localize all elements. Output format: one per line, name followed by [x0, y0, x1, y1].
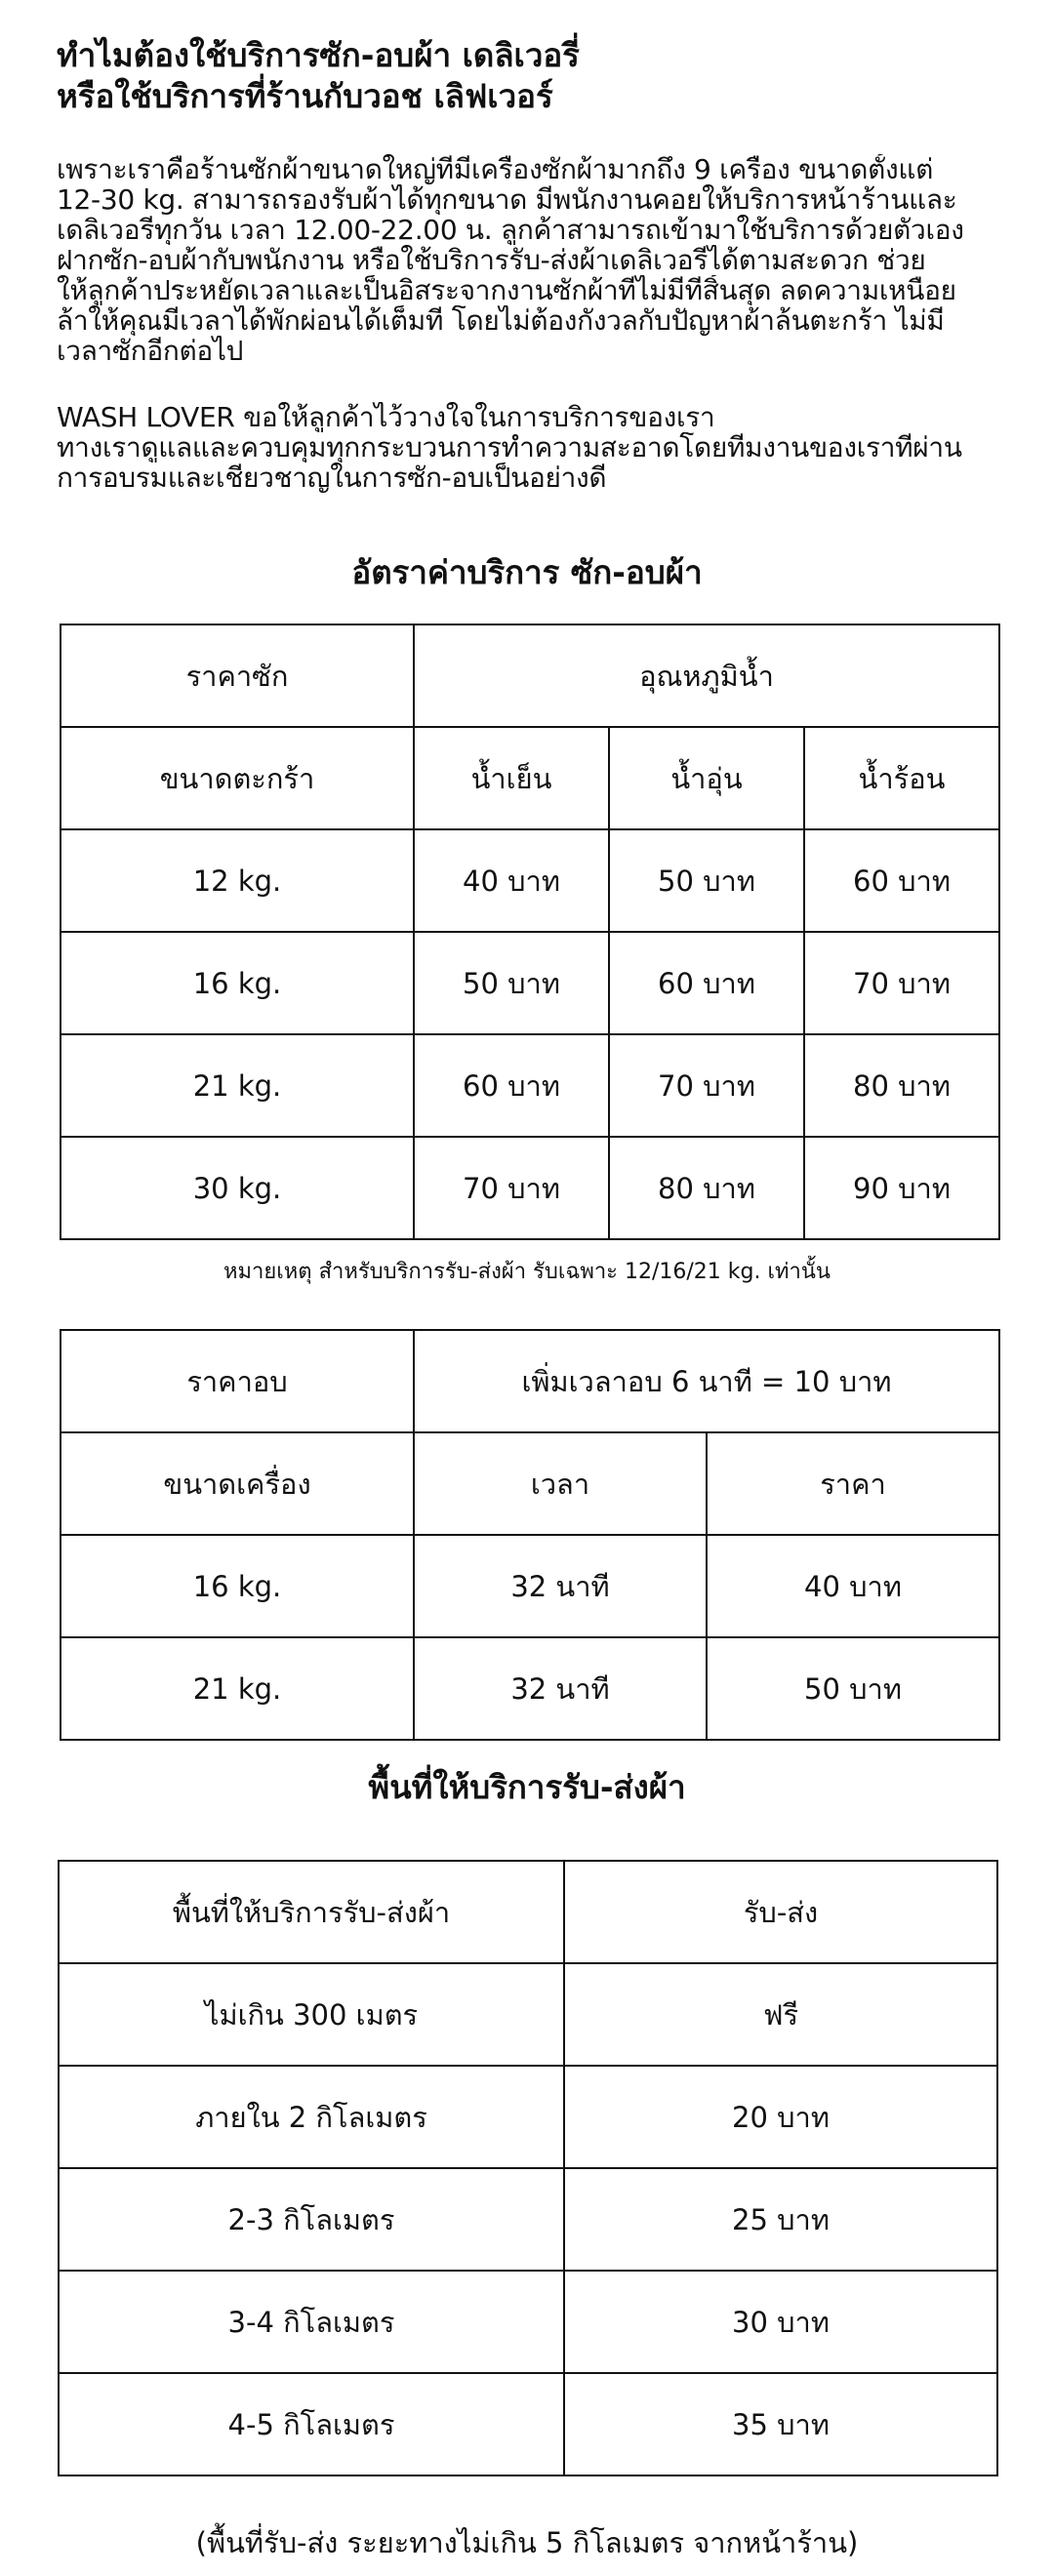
table-row	[61, 1137, 999, 1239]
intro-line: 12-30 kg. สามารถรองรับผ้าได้ทุกขนาด มีพนักงานคอยให้บริการหน้าร้านและ	[57, 184, 957, 215]
table-row	[61, 829, 999, 932]
machine-size-header: ขนาดเครื่อง	[61, 1432, 414, 1535]
time-header: เวลา	[414, 1432, 707, 1535]
heading-line-2: หรือใช้บริการที่ร้านกับวอช เลิฟเวอร์	[57, 77, 553, 115]
price-cell: 80 บาท	[804, 1034, 999, 1137]
table-row	[59, 2373, 997, 2475]
table-row	[61, 932, 999, 1034]
table-row	[61, 1637, 999, 1740]
price-cell: 70 บาท	[414, 1137, 609, 1239]
basket-size-header: ขนาดตะกร้า	[61, 727, 414, 829]
price-cell: 80 บาท	[609, 1137, 804, 1239]
rates-title: อัตราค่าบริการ ซัก-อบผ้า	[351, 553, 703, 591]
trust-paragraph	[57, 402, 1013, 493]
warm-water-header: น้ำอุ่น	[609, 727, 804, 829]
table-row	[61, 1034, 999, 1137]
price-cell: 50 บาท	[414, 932, 609, 1034]
time-cell: 32 นาที	[414, 1535, 707, 1637]
page-heading	[57, 35, 1013, 117]
size-cell: 30 kg.	[61, 1137, 414, 1239]
intro-line: ฝากซัก-อบผ้ากับพนักงาน หรือใช้บริการรับ-ส่งผ้าเดลิเวอรี่ได้ตามสะดวก ช่วย	[57, 245, 926, 275]
dry-label-cell: ราคาอบ	[61, 1330, 414, 1432]
price-cell: 70 บาท	[609, 1034, 804, 1137]
wash-note: หมายเหตุ สำหรับบริการรับ-ส่งผ้า รับเฉพาะ 12/16/21 kg. เท่านั้น	[223, 1260, 831, 1284]
size-cell: 21 kg.	[61, 1034, 414, 1137]
trust-line: WASH LOVER ขอให้ลูกค้าไว้วางใจในการบริการของเรา	[57, 402, 715, 432]
intro-line: ล้าให้คุณมีเวลาได้พักผ่อนได้เต็มที่ โดยไม่ต้องกังวลกับปัญหาผ้าล้นตะกร้า ไม่มี	[57, 305, 945, 336]
area-header: พื้นที่ให้บริการรับ-ส่งผ้า	[59, 1861, 564, 1963]
extra-time-cell: เพิ่มเวลาอบ 6 นาที = 10 บาท	[414, 1330, 999, 1432]
hot-water-header: น้ำร้อน	[804, 727, 999, 829]
dry-price-table	[60, 1329, 1000, 1741]
area-title: พื้นที่ให้บริการรับ-ส่งผ้า	[368, 1768, 686, 1806]
area-cell: 3-4 กิโลเมตร	[59, 2271, 564, 2373]
price-cell: 90 บาท	[804, 1137, 999, 1239]
time-cell: 32 นาที	[414, 1637, 707, 1740]
price-cell: 40 บาท	[707, 1535, 999, 1637]
price-cell: 50 บาท	[707, 1637, 999, 1740]
wash-label-cell: ราคาซัก	[61, 624, 414, 727]
price-cell: 60 บาท	[414, 1034, 609, 1137]
fee-cell: 35 บาท	[564, 2373, 997, 2475]
delivery-area-table	[58, 1860, 998, 2476]
table-row	[61, 1535, 999, 1637]
price-header: ราคา	[707, 1432, 999, 1535]
table-row	[61, 727, 999, 829]
fee-header: รับ-ส่ง	[564, 1861, 997, 1963]
table-row	[61, 1330, 999, 1432]
wash-price-table	[60, 624, 1000, 1240]
table-row	[59, 2066, 997, 2168]
fee-cell: 25 บาท	[564, 2168, 997, 2271]
intro-line: เวลาซักอีกต่อไป	[57, 336, 244, 366]
table-row	[59, 1861, 997, 1963]
size-cell: 12 kg.	[61, 829, 414, 932]
area-cell: 2-3 กิโลเมตร	[59, 2168, 564, 2271]
table-row	[61, 1432, 999, 1535]
size-cell: 16 kg.	[61, 932, 414, 1034]
price-cell: 70 บาท	[804, 932, 999, 1034]
area-cell: 4-5 กิโลเมตร	[59, 2373, 564, 2475]
trust-line: การอบรมและเชี่ยวชาญในการซัก-อบเป็นอย่างดี	[57, 463, 607, 493]
trust-line: ทางเราดูแลและควบคุมทุกกระบวนการทำความสะอาดโดยทีมงานของเราที่ผ่าน	[57, 432, 962, 463]
price-cell: 40 บาท	[414, 829, 609, 932]
fee-cell: ฟรี	[564, 1963, 997, 2066]
price-cell: 60 บาท	[609, 932, 804, 1034]
fee-cell: 20 บาท	[564, 2066, 997, 2168]
heading-line-1: ทำไมต้องใช้บริการซัก-อบผ้า เดลิเวอรี่	[57, 36, 580, 74]
water-temp-header: อุณหภูมิน้ำ	[414, 624, 999, 727]
table-row	[59, 1963, 997, 2066]
intro-paragraph	[57, 154, 1013, 366]
area-cell: ไม่เกิน 300 เมตร	[59, 1963, 564, 2066]
intro-line: ให้ลูกค้าประหยัดเวลาและเป็นอิสระจากงานซักผ้าที่ไม่มีที่สิ้นสุด ลดความเหนื่อย	[57, 275, 956, 305]
cold-water-header: น้ำเย็น	[414, 727, 609, 829]
intro-line: เดลิเวอรี่ทุกวัน เวลา 12.00-22.00 น. ลูกค้าสามารถเข้ามาใช้บริการด้วยตัวเอง	[57, 215, 964, 245]
size-cell: 21 kg.	[61, 1637, 414, 1740]
intro-line: เพราะเราคือร้านซักผ้าขนาดใหญ่ที่มีเครื่องซักผ้ามากถึง 9 เครื่อง ขนาดตั้งแต่	[57, 154, 933, 184]
table-row	[59, 2271, 997, 2373]
table-row	[61, 624, 999, 727]
size-cell: 16 kg.	[61, 1535, 414, 1637]
area-note: (พื้นที่รับ-ส่ง ระยะทางไม่เกิน 5 กิโลเมตร จากหน้าร้าน)	[195, 2526, 859, 2559]
price-cell: 60 บาท	[804, 829, 999, 932]
price-cell: 50 บาท	[609, 829, 804, 932]
area-cell: ภายใน 2 กิโลเมตร	[59, 2066, 564, 2168]
fee-cell: 30 บาท	[564, 2271, 997, 2373]
table-row	[59, 2168, 997, 2271]
